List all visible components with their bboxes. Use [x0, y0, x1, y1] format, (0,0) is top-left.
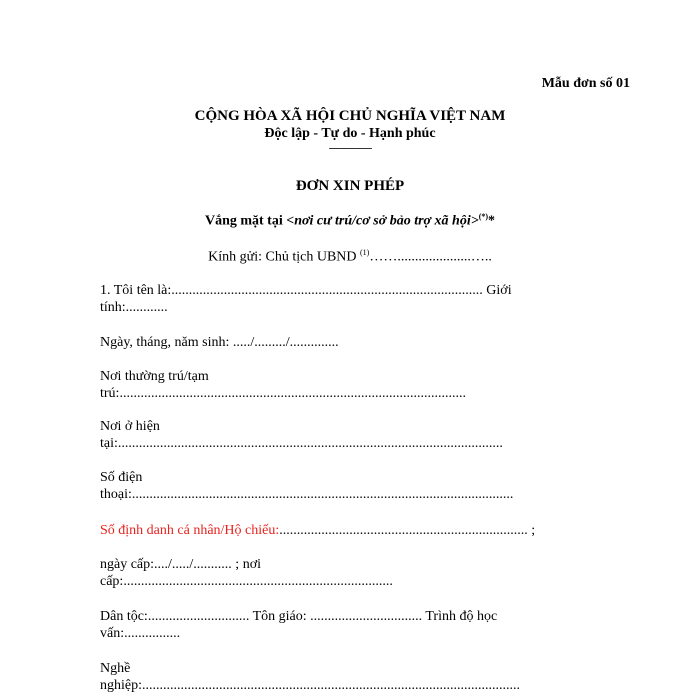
- current-address-line-1: Nơi ở hiện: [100, 419, 160, 434]
- dob-line: Ngày, tháng, năm sinh: ...../........./..............: [100, 335, 339, 350]
- id-label: Số định danh cá nhân/Hộ chiếu:: [100, 523, 280, 538]
- phone-field: [100, 469, 513, 503]
- subtitle-note-mark: (*): [478, 212, 489, 221]
- occupation-line-2: nghiệp:............................................................................................................: [100, 678, 520, 693]
- issue-line-1: ngày cấp:..../...../........... ; nơi: [100, 557, 261, 572]
- form-code: Mẫu đơn số 01: [541, 76, 630, 91]
- ethnic-field: [100, 608, 497, 642]
- name-field: [100, 282, 512, 316]
- issue-line-2: cấp:.............................................................................: [100, 574, 393, 589]
- name-line-1: 1. Tôi tên là:......................................................................................... Giới: [100, 283, 512, 298]
- recipient-line: [0, 248, 700, 266]
- residence-line-2: trú:...................................................................................................: [100, 386, 466, 401]
- ethnic-line-2: vấn:................: [100, 626, 181, 641]
- document-subtitle: [0, 212, 700, 230]
- current-address-field: [100, 418, 503, 452]
- id-field: [100, 522, 535, 539]
- residence-field: [100, 368, 466, 402]
- phone-line-1: Số điện: [100, 470, 143, 485]
- ethnic-line-1: Dân tộc:............................. Tôn giáo: ................................ Trình độ học: [100, 609, 498, 624]
- nation-heading: CỘNG HÒA XÃ HỘI CHỦ NGHĨA VIỆT NAM: [194, 108, 506, 124]
- name-line-2: tính:............: [100, 300, 168, 315]
- occupation-line-1: Nghề: [100, 661, 131, 676]
- occupation-field: [100, 660, 520, 694]
- residence-line-1: Nơi thường trú/tạm: [100, 369, 209, 384]
- subtitle-lead: Vắng mặt tại: [204, 213, 287, 229]
- issue-field: [100, 556, 393, 590]
- recipient-note: (1): [360, 248, 370, 257]
- header-rule: ----------------: [328, 142, 372, 154]
- id-line: [100, 522, 535, 539]
- subtitle-star: *: [488, 213, 496, 229]
- recipient-dots: …….....................…..: [369, 249, 492, 265]
- id-dots: ....................................................................... ;: [279, 523, 536, 538]
- current-address-line-2: tại:..............................................................................................................: [100, 436, 503, 451]
- dob-field: [100, 334, 339, 351]
- subtitle-place: <nơi cư trú/cơ sở bảo trợ xã hội>: [286, 213, 479, 229]
- recipient-text: Kính gửi: Chủ tịch UBND: [208, 249, 361, 265]
- phone-line-2: thoại:.............................................................................................................: [100, 487, 514, 502]
- motto: Độc lập - Tự do - Hạnh phúc: [264, 126, 436, 141]
- document-title: ĐƠN XIN PHÉP: [295, 178, 405, 194]
